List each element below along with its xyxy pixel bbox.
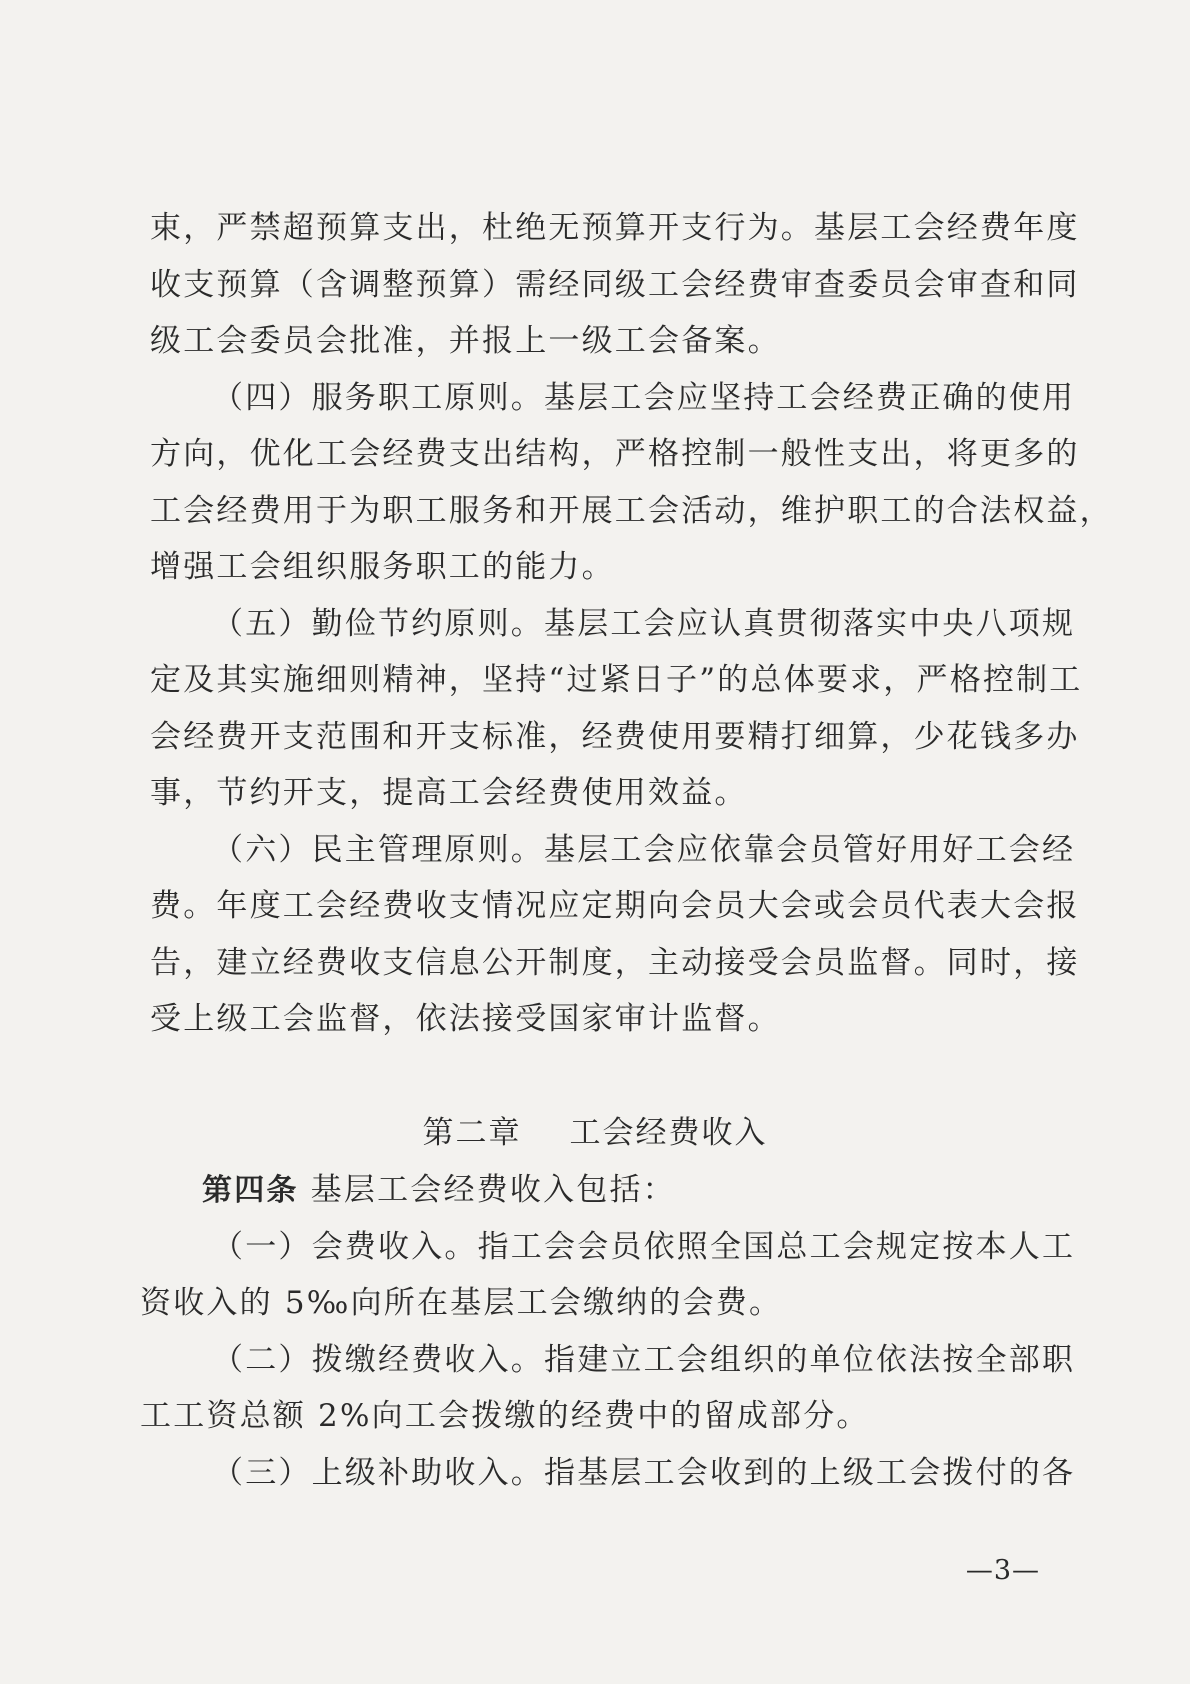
text-line: 事，节约开支，提高工会经费使用效益。 [150, 775, 748, 811]
text-line: 告，建立经费收支信息公开制度，主动接受会员监督。同时，接 [150, 944, 1080, 981]
page-number: —3— [965, 1555, 1040, 1586]
text-line: 定及其实施细则精神，坚持“过紧日子”的总体要求，严格控制工 [150, 662, 1083, 698]
paragraph [150, 822, 1080, 1048]
paragraph [140, 1219, 1076, 1332]
text-line: （四）服务职工原则。基层工会应坚持工会经费正确的使用 [212, 379, 1076, 416]
text-line: 级工会委员会批准，并报上一级工会备案。 [150, 323, 781, 359]
body-text-bottom [140, 1162, 1076, 1501]
text-line: 受上级工会监督，依法接受国家审计监督。 [150, 1001, 781, 1037]
paragraph [150, 596, 1083, 822]
text-line: 工工资总额 2%向工会拨缴的经费中的留成部分。 [140, 1398, 870, 1434]
paragraph [140, 1332, 1076, 1445]
article-text: 基层工会经费收入包括： [310, 1172, 676, 1208]
text-line: 费。年度工会经费收支情况应定期向会员大会或会员代表大会报 [150, 888, 1080, 924]
body-text-top [150, 200, 1113, 1048]
paragraph [150, 370, 1113, 596]
chapter-number: 第二章 [422, 1115, 522, 1151]
text-line: 增强工会组织服务职工的能力。 [150, 549, 615, 585]
text-line: 收支预算（含调整预算）需经同级工会经费审查委员会审查和同 [150, 266, 1080, 303]
paragraph [140, 1445, 1076, 1502]
chapter-title: 工会经费收入 [569, 1115, 768, 1151]
chapter-heading [0, 1105, 1190, 1161]
text-line: 会经费开支范围和开支标准，经费使用要精打细算，少花钱多办 [150, 718, 1080, 755]
text-line: 工会经费用于为职工服务和开展工会活动，维护职工的合法权益， [150, 492, 1113, 529]
text-line: 资收入的 5‰向所在基层工会缴纳的会费。 [140, 1285, 783, 1321]
text-line: （六）民主管理原则。基层工会应依靠会员管好用好工会经 [212, 831, 1076, 868]
text-line: （三）上级补助收入。指基层工会收到的上级工会拨付的各 [212, 1454, 1076, 1491]
text-line: （五）勤俭节约原则。基层工会应认真贯彻落实中央八项规 [212, 605, 1076, 642]
article-line [140, 1162, 1050, 1219]
text-line: 方向，优化工会经费支出结构，严格控制一般性支出，将更多的 [150, 436, 1080, 472]
paragraph [150, 200, 1080, 370]
article-number: 第四条 [202, 1173, 299, 1208]
text-line: 束，严禁超预算支出，杜绝无预算开支行为。基层工会经费年度 [150, 210, 1080, 246]
text-line: （一）会费收入。指工会会员依照全国总工会规定按本人工 [212, 1228, 1076, 1265]
text-line: （二）拨缴经费收入。指建立工会组织的单位依法按全部职 [212, 1341, 1076, 1378]
